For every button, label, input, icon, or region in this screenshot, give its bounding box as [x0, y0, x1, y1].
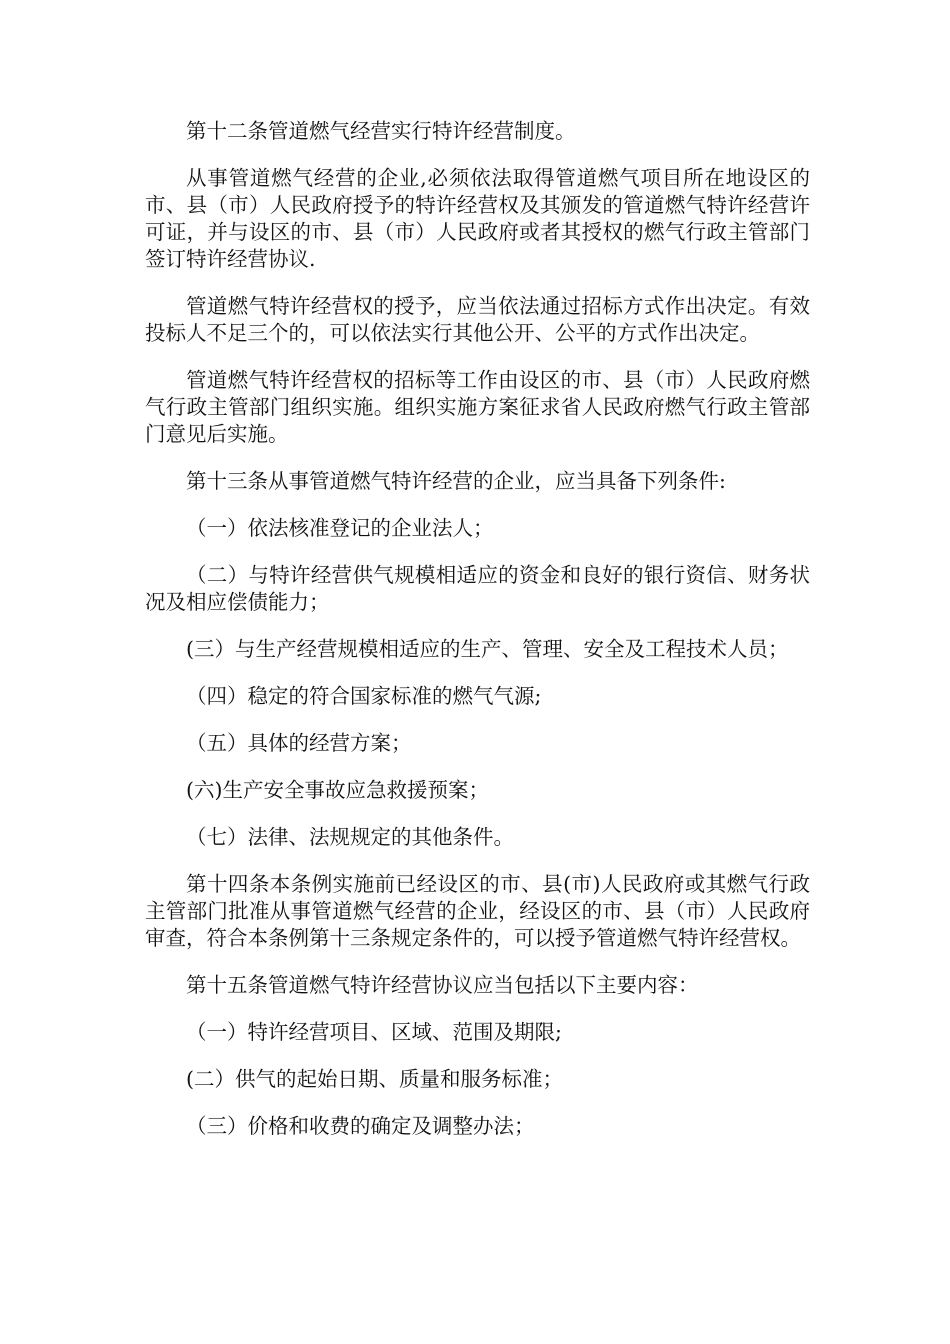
article-13-item-4: （四）稳定的符合国家标准的燃气气源;	[186, 684, 542, 708]
article-13-item-2: （二）与特许经营供气规模相适应的资金和良好的银行资信、财务状况及相应偿债能力；	[145, 563, 810, 614]
article-12-paragraph-2: 管道燃气特许经营权的授予，应当依法通过招标方式作出决定。有效投标人不足三个的，可以依法实行其他公开、公平的方式作出决定。	[145, 294, 810, 345]
article-15-heading: 第十五条管道燃气特许经营协议应当包括以下主要内容：	[186, 973, 699, 997]
article-15-item-2: (二）供气的起始日期、质量和服务标准；	[186, 1067, 563, 1091]
article-15-item-3: （三）价格和收费的确定及调整办法；	[186, 1114, 535, 1138]
article-12-paragraph-3: 管道燃气特许经营权的招标等工作由设区的市、县（市）人民政府燃气行政主管部门组织实施。组织实施方案征求省人民政府燃气行政主管部门意见后实施。	[145, 368, 810, 446]
article-13-item-6: (六)生产安全事故应急救援预案；	[186, 778, 489, 802]
article-15-item-1: （一）特许经营项目、区域、范围及期限;	[186, 1020, 562, 1044]
article-13-item-7: （七）法律、法规规定的其他条件。	[186, 825, 514, 849]
article-13-item-1: （一）依法核准登记的企业法人；	[186, 516, 494, 540]
article-13-item-5: （五）具体的经营方案；	[186, 731, 412, 755]
document-body	[145, 118, 810, 1160]
article-13-heading: 第十三条从事管道燃气特许经营的企业，应当具备下列条件:	[186, 469, 726, 493]
article-12-paragraph-1: 从事管道燃气经营的企业,必须依法取得管道燃气项目所在地设区的市、县（市）人民政府授予的特许经营权及其颁发的管道燃气特许经营许可证，并与设区的市、县（市）人民政府或者其授权的燃气行政主管部门签订特许经营协议.	[145, 166, 810, 271]
article-14-paragraph: 第十四条本条例实施前已经设区的市、县(市)人民政府或其燃气行政主管部门批准从事管道燃气经营的企业，经设区的市、县（市）人民政府审查，符合本条例第十三条规定条件的，可以授予管道燃气特许经营权。	[145, 872, 810, 950]
article-12-heading: 第十二条管道燃气经营实行特许经营制度。	[186, 119, 576, 143]
article-13-item-3: (三）与生产经营规模相适应的生产、管理、安全及工程技术人员；	[186, 637, 789, 661]
